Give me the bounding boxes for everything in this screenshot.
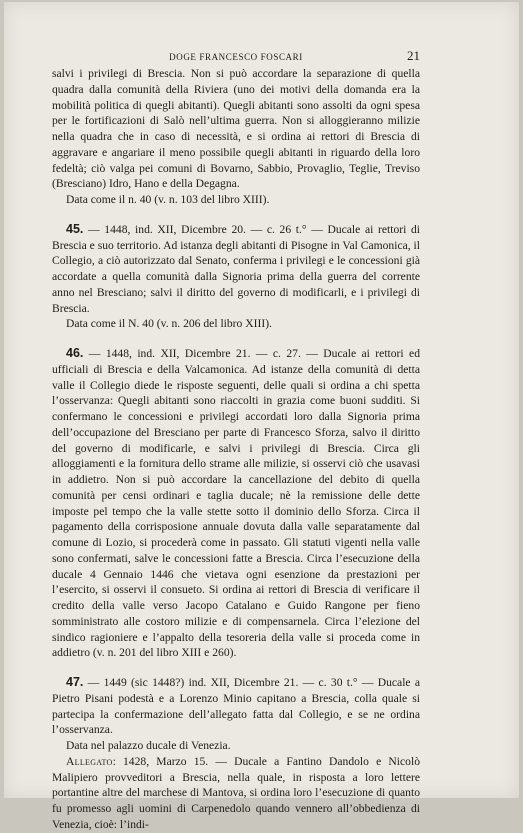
entry-47: [52, 675, 420, 738]
entry-number: 46.: [66, 346, 84, 360]
running-head: DOGE FRANCESCO FOSCARI: [169, 52, 303, 62]
allegato-label: Allegato: [66, 754, 113, 768]
entry-text: — 1448, ind. XII, Dicembre 21. — c. 27. — Ducale ai rettori ed ufficiali di Brescia e della Valcamonica. Ad istanze della comunità di detta valle il Collegio diede le risposte seguenti, delle quali si ordina a chi spetta l’osservanza: Quegli abitanti sono riaccolti in grazia come buoni sudditi. Si confermano le concessioni e privilegi accordati loro dalla Signoria prima dell’occupazione del Bresciano per parte di Francesco Sforza, salvo il diritto del governo di modificarle, e salvi i privilegi di Brescia. Circa gli alloggiamenti e la fornitura dello strame alle milizie, si osservi ciò che usavasi in addietro. Non si può accordare la cancellazione del debito di quella comunità per censi ordinari e taglia ducale; nè la remissione delle dette imposte pel tempo che la valle stette sotto il dominio dello Sforza. Circa il pagamento della corrisposione annuale dovuta dalla valle separatamente dal comune di Lozio, si procederà come in passato. Gli statuti vigenti nella valle sono confermati, salve le concessioni fatte a Brescia. Circa l’esecuzione della ducale 4 Gennaio 1446 che vietava ogni esenzione da prestazioni per l’esercito, si osservi il consueto. Si ordina ai rettori di Brescia di verificare il credito della valle verso Jacopo Catalano e Guido Rangone per fieno somministrato alle costoro milizie e di compensarnela. Circa l’elezione del sindico ragioniere e l’appalto della tesoreria della valle si proceda come in addietro (v. n. 201 del libro XIII e 260).: [52, 347, 420, 660]
entry-number: 47.: [66, 675, 84, 689]
document-body: [52, 66, 420, 833]
date-note: Data come il N. 40 (v. n. 206 del libro XIII).: [66, 317, 272, 331]
entry-text: — 1449 (sic 1448?) ind. XII, Dicembre 21. — c. 30 t.° — Ducale a Pietro Pisani podestà e a Lorenzo Minio capitano a Brescia, colla quale si partecipa la confermazione dell’allegato fatta dal Collegio, e se ne ordina l’osservanza.: [52, 676, 420, 737]
page-number: 21: [407, 48, 420, 63]
document-page: [4, 2, 519, 831]
entry-45: [52, 222, 420, 317]
date-note: Data nel palazzo ducale di Venezia.: [66, 739, 231, 752]
date-note: Data come il n. 40 (v. n. 103 del libro XIII).: [66, 193, 270, 206]
paragraph-continuation: salvi i privilegi di Brescia. Non si può accordare la separazione di quella quadra dalla comunità della Riviera (uno dei motivi della domanda era la mobilità politica di quegli abitanti). Quegli abitanti sono assolti da ogni spesa per le fortificazioni di Salò nell’ultima guerra. Non si alloggieranno milizie nella quadra che in caso di necessità, e si ordina ai rettori di Brescia di aggravare e angariare il meno possibile quegli abitanti in riguardo della loro fedeltà; ciò valga pei comuni di Bovarno, Sabbio, Provaglio, Teglie, Treviso (Bresciano) Idro, Hano e della Degagna.: [52, 67, 420, 191]
entry-text: — 1448, ind. XII, Dicembre 20. — c. 26 t.° — Ducale ai rettori di Brescia e suo territorio. Ad istanza degli abitanti di Pisogne in Val Camonica, il Collegio, a ciò autorizzato dal Senato, conferma i privilegi e le concessioni già accordate a quella comunità dalla Signoria prima della guerra del corrente anno nel Bresciano; salvi il diritto del governo di modificarli, e i privilegi di Brescia.: [52, 222, 420, 315]
entry-number: 45.: [66, 221, 84, 236]
page-header: [52, 48, 420, 66]
allegato-text: : 1428, Marzo 15. — Ducale a Fantino Dandolo e Nicolò Malipiero provveditori a Brescia, nella quale, in risposta a loro lettere portantine altre del marchese di Mantova, si ordina loro l’esecuzione di quanto fu promesso agli uomini di Carpenedolo quando vennero all’obbedienza di Venezia, cioè: l’indi-: [52, 754, 420, 831]
entry-46: [52, 346, 420, 661]
allegato: [52, 754, 420, 833]
